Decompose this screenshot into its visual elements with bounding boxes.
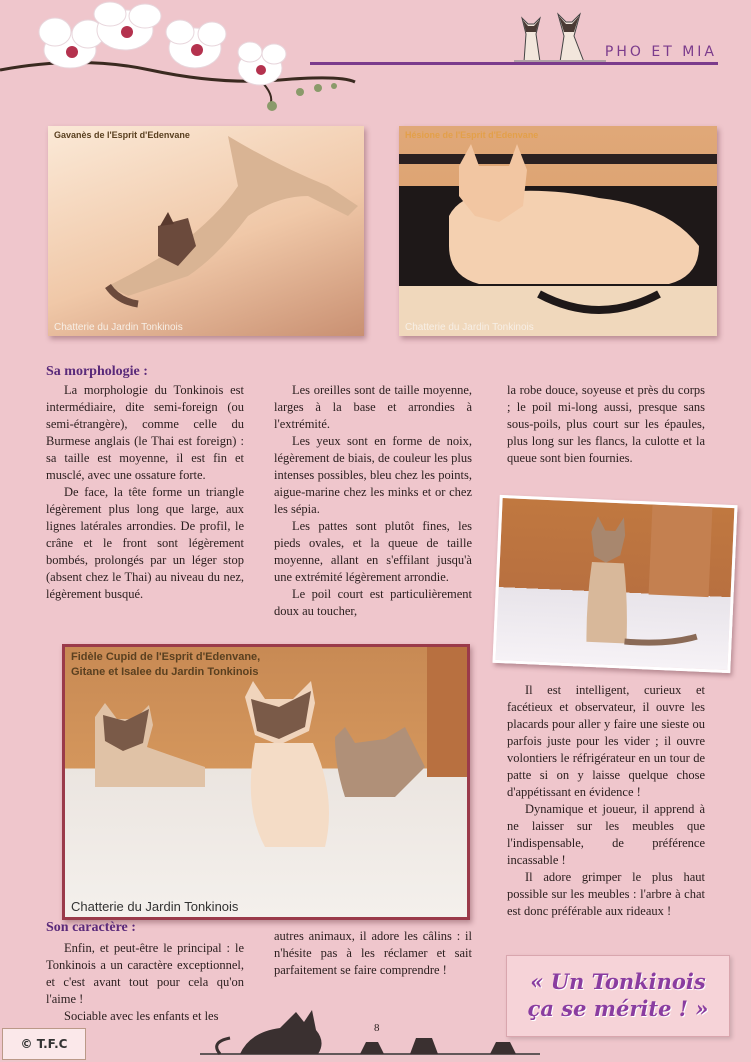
paragraph: Le poil court est particulièrement doux au toucher,	[274, 587, 472, 618]
photo-caption-top-line1: Fidèle Cupid de l'Esprit d'Edenvane,	[71, 651, 261, 663]
paragraph: De face, la tête forme un triangle légèrement plus long que large, aux lignes latérales arrondies. De profil, le crâne et le front sont légèrement bombés, prolongés par un léger stop (absent chez le Thai) au niveau du nez, légèrement busqué.	[46, 485, 244, 601]
morphologie-column-3	[507, 382, 705, 467]
cats-silhouette-footer-decoration	[200, 1002, 540, 1060]
caractere-column-2	[274, 928, 472, 979]
paragraph: Les yeux sont en forme de noix, légèrement de biais, de couleur les plus intenses possibles, bleu chez les points, aigue-marine chez les minks et or chez les sépia.	[274, 434, 472, 516]
cat-illustration	[65, 647, 467, 917]
brand-title: PHO ET MIA	[604, 44, 717, 60]
paragraph: Il adore grimper le plus haut possible sur les meubles : l'arbre à chat est donc préférable aux rideaux !	[507, 870, 705, 918]
siamese-cats-logo	[514, 4, 606, 64]
paragraph: Les oreilles sont de taille moyenne, larges à la base et arrondies à l'extrémité.	[274, 383, 472, 431]
header-divider	[310, 62, 718, 65]
photo-caption-bottom: Chatterie du Jardin Tonkinois	[71, 899, 239, 914]
caractere-column-3	[507, 682, 705, 920]
orchid-branch-decoration	[0, 0, 360, 120]
paragraph: Sociable avec les enfants et les	[64, 1009, 219, 1023]
photo-cat-in-basket	[399, 126, 717, 336]
paragraph: autres animaux, il adore les câlins : il n'hésite pas à les réclamer et sait parfaitement se faire comprendre !	[274, 929, 472, 977]
photo-caption-top: Hésione de l'Esprit d'Edenvane	[405, 130, 539, 140]
photo-caption-top-line2: Gitane et Isalee du Jardin Tonkinois	[71, 666, 259, 678]
cat-illustration	[496, 498, 735, 670]
cat-illustration	[48, 126, 364, 336]
photo-caption-top: Gavanès de l'Esprit d'Edenvane	[54, 130, 190, 140]
photo-cat-lying-bed	[48, 126, 364, 336]
paragraph: Les pattes sont plutôt fines, les pieds ovales, et la queue de taille moyenne, allant en s'effilant jusqu'à une extrémité légèrement arrondie.	[274, 519, 472, 584]
paragraph: Il est intelligent, curieux et facétieux et observateur, il ouvre les placards pour aller y faire une sieste ou parfois juste pour les vider ; il ouvre volontiers le réfrigérateur en un tour de patte si on y laisse quelque chose d'appétissant en évidence !	[507, 683, 705, 799]
paragraph: La morphologie du Tonkinois est intermédiaire, dite semi-foreign (ou semi-étrangère), comme celle du Burmese anglais (le Thai est foreign) : sa taille est moyenne, il est fin et musclé, avec une ossature forte.	[46, 383, 244, 482]
cat-illustration	[399, 126, 717, 336]
photo-three-cats	[62, 644, 470, 920]
section-title-caractere: Son caractère :	[46, 920, 136, 935]
paragraph: Enfin, et peut-être le principal : le Tonkinois a un caractère exceptionnel, et c'est avant tout pour cela qu'on l'aime !	[46, 941, 244, 1006]
morphologie-column-2	[274, 382, 472, 620]
quote-line-1: « Un Tonkinois	[530, 969, 706, 994]
paragraph: Dynamique et joueur, il apprend à ne laisser sur les meubles que l'indispensable, de préférence incassable !	[507, 802, 705, 867]
copyright-badge: © T.F.C	[2, 1028, 86, 1060]
photo-caption-bottom: Chatterie du Jardin Tonkinois	[54, 322, 183, 333]
page-number: 8	[374, 1022, 380, 1034]
paragraph: la robe douce, soyeuse et près du corps ; le poil mi-long aussi, presque sans sous-poils, plus court sur les épaules, plus long sur les flancs, la culotte et la queue sont bien fournies.	[507, 383, 705, 465]
photo-caption-bottom: Chatterie du Jardin Tonkinois	[405, 322, 534, 333]
morphologie-column-1	[46, 382, 244, 603]
quote-line-2: ça se mérite ! »	[527, 996, 709, 1021]
section-title-morphologie: Sa morphologie :	[46, 364, 148, 379]
photo-cat-sitting-bed	[492, 495, 737, 673]
